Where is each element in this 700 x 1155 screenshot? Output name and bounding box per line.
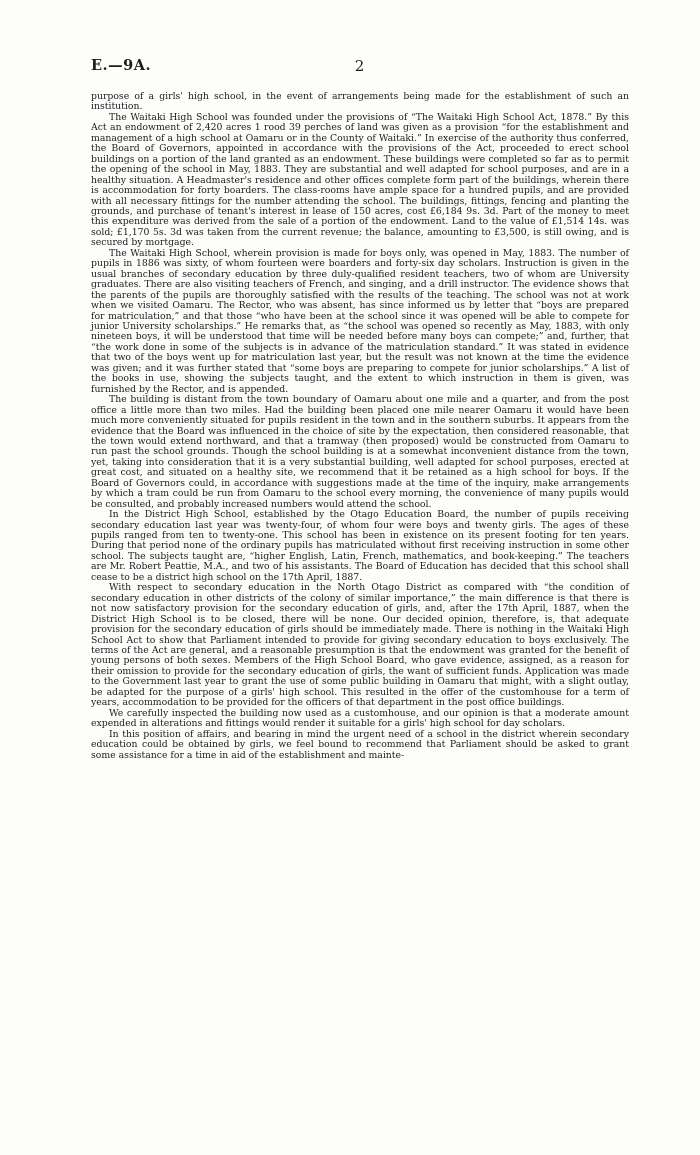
paragraph: In the District High School, established by the Otago Education Board, the number of pupils receiving secondary education last year was twenty-four, of whom four were boys and twenty girls. The ages of these pupils ranged from ten to twenty-one. This school has been in existence on its present footing for ten years. During that period none of the ordinary pupils has matriculated without first receiving instruction in some other school. The subjects taught are, “higher English, Latin, French, mathematics, and book-keeping.” The teachers are Mr. Robert Peattie, M.A., and two of his assistants. The Board of Education has decided that this school shall cease to be a district high school on the 17th April, 1887. [91, 509, 629, 583]
paragraph: We carefully inspected the building now used as a customhouse, and our opinion is that a moderate amount expended in alterations and fittings would render it suitable for a girls' high school for day scholars. [91, 707, 629, 730]
document-reference: E.—9A. [91, 57, 151, 74]
page-header [91, 57, 628, 79]
paragraph: In this position of affairs, and bearing in mind the urgent need of a school in the district wherein secondary education could be obtained by girls, we feel bound to recommend that Parliament should be asked to grant some assistance for a time in aid of the establishment and mainte- [91, 728, 629, 761]
paragraph: The Waitaki High School was founded under the provisions of “The Waitaki High School Act, 1878.” By this Act an endowment of 2,420 acres 1 rood 39 perches of land was given as a provision “for the establishment and management of a high school at Oamaru or in the County of Waitaki.” In exercise of the authority thus conferred, the Board of Governors, appointed in accordance with the provisions of the Act, proceeded to erect school buildings on a portion of the land granted as an endowment. These buildings were completed so far as to permit the opening of the school in May, 1883. They are substantial and well adapted for school purposes, and are in a healthy situation. A Headmaster's residence and other offices complete form part of the buildings, wherein there is accommodation for forty boarders. The class-rooms have ample space for a hundred pupils, and are provided with all necessary fittings for the number attending the school. The buildings, fittings, fencing and planting the grounds, and purchase of tenant's interest in lease of 150 acres, cost £6,184 9s. 3d. Part of the money to meet this expenditure was derived from the sale of a portion of the endowment. Land to the value of £1,514 14s. was sold; £1,170 5s. 3d was taken from the current revenue; the balance, amounting to £3,500, is still owing, and is secured by mortgage. [91, 111, 629, 249]
paragraph: With respect to secondary education in the North Otago District as compared with “the condition of secondary education in other districts of the colony of similar importance,” the main difference is that there is not now satisfactory provision for the secondary education of girls, and, after the 17th April, 1887, when the District High School is to be closed, there will be none. Our decided opinion, therefore, is, that adequate provision for the secondary education of girls should be immediately made. There is nothing in the Waitaki High School Act to show that Parliament intended to provide for giving secondary education to boys exclusively. The terms of the Act are general, and a reasonable presumption is that the endowment was granted for the benefit of young persons of both sexes. Members of the High School Board, who gave evidence, assigned, as a reason for their omission to provide for the secondary education of girls, the want of sufficient funds. Application was made to the Government last year to grant the use of some public building in Oamaru that might, with a slight outlay, be adapted for the purpose of a girls' high school. This resulted in the offer of the customhouse for a term of years, accommodation to be provided for the officers of that department in the post office buildings. [91, 582, 629, 709]
page-number: 2 [354, 57, 365, 75]
paragraph: purpose of a girls' high school, in the event of arrangements being made for the establishment of such an institution. [91, 91, 629, 113]
paragraph: The Waitaki High School, wherein provision is made for boys only, was opened in May, 1883. The number of pupils in 1886 was sixty, of whom fourteen were boarders and forty-six day scholars. Instruction is given in the usual branches of secondary education by three duly-qualified resident teachers, two of whom are University graduates. There are also visiting teachers of French, and singing, and a drill instructor. The evidence shows that the parents of the pupils are thoroughly satisfied with the results of the teaching. The school was not at work when we visited Oamaru. The Rector, who was absent, has since informed us by letter that “boys are prepared for matriculation,” and that those “who have been at the school since it was opened will be able to compete for junior University scholarships.” He remarks that, as “the school was opened so recently as May, 1883, with only nineteen boys, it will be understood that time will be needed before many boys can compete;” and, further, that “the work done in some of the subjects is in advance of the matriculation standard.” It was stated in evidence that two of the boys went up for matriculation last year, but the result was not known at the time the evidence was given; and it was further stated that “some boys are preparing to compete for junior scholarships.” A list of the books in use, showing the subjects taught, and the extent to which instruction in them is given, was furnished by the Rector, and is appended. [91, 247, 629, 395]
body-text [91, 92, 629, 761]
paragraph: The building is distant from the town boundary of Oamaru about one mile and a quarter, and from the post office a little more than two miles. Had the building been placed one mile nearer Oamaru it would have been much more conveniently situated for pupils resident in the town and in the southern suburbs. It appears from the evidence that the Board was influenced in the choice of site by the expectation, then considered reasonable, that the town would extend northward, and that a tramway (then proposed) would be constructed from Oamaru to run past the school grounds. Though the school building is at a somewhat inconvenient distance from the town, yet, taking into consideration that it is a very substantial building, well adapted for school purposes, erected at great cost, and situated on a healthy site, we recommend that it be retained as a high school for boys. If the Board of Governors could, in accordance with suggestions made at the time of the inquiry, make arrangements by which a tram could be run from Oamaru to the school every morning, the convenience of many pupils would be consulted, and probably increased numbers would attend the school. [91, 394, 629, 510]
